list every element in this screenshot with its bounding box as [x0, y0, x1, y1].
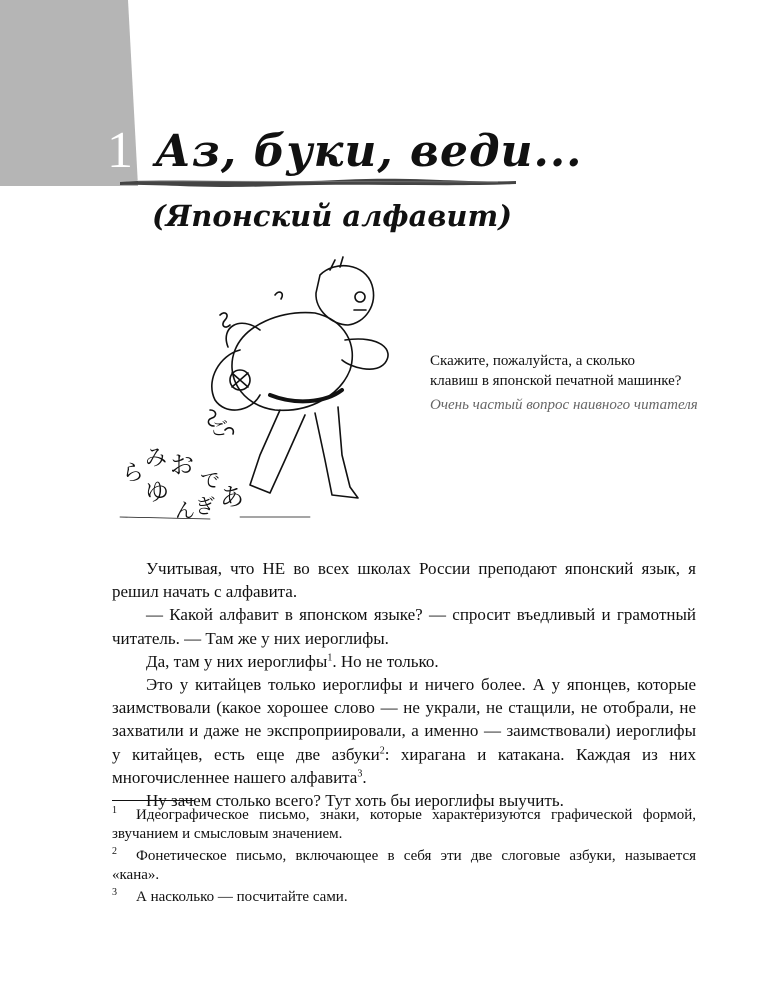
epigraph-line-2: клавиш в японской печатной машинке?	[430, 373, 682, 389]
chapter-subtitle: (Японский алфавит)	[152, 199, 512, 233]
paragraph-1: Учитывая, что НЕ во всех школах России преподают японский язык, я решил начать с алфавита.	[112, 559, 696, 602]
kana-yu: ゆ	[145, 478, 169, 506]
paragraph-4: Это у китайцев только иероглифы и ничего более. А у японцев, которые заимствовали (какое хорошее слово — не украли, не стащили, не отобрали, не захватили и даже не экспроприировали, а именно — заимствовали) иероглифы у китайцев, есть еще две азбуки$^2$: хирагана и катакана. Каждая из них многочисленнее нашего алфавита$^3$.	[112, 675, 696, 787]
footnote: 3 А насколько — посчитайте сами.	[112, 887, 348, 905]
paragraph-5: Ну зачем столько всего? Тут хоть бы иероглифы выучить.	[146, 791, 564, 811]
epigraph-source: Очень частый вопрос наивного читателя	[430, 397, 698, 413]
footnotes	[112, 806, 696, 910]
chapter-title: Аз, буки, веди...	[155, 126, 583, 177]
footnote-rule	[112, 800, 194, 801]
kana-o: お	[170, 451, 194, 479]
kana-gi: ぎ	[195, 494, 215, 518]
epigraph	[430, 351, 730, 415]
footnote-ref-1: 1	[327, 652, 333, 664]
kana-a: あ	[220, 483, 244, 511]
kana-n: ん	[175, 498, 195, 522]
footnote: 2 Фонетическое письмо, включающее в себя эти две слоговые азбуки, называется «кана».	[112, 846, 696, 883]
chapter-number: 1	[107, 122, 133, 179]
footnote-text: Фонетическое письмо, включающее в себя эти две слоговые азбуки, называется «кана».	[112, 848, 696, 883]
paragraph-3: Да, там у них иероглифы$^1$. Но не только.	[146, 651, 439, 671]
kana-ra: ら	[122, 461, 145, 486]
kana-de: で	[200, 468, 220, 492]
footnote-text: Идеографическое письмо, знаки, которые характеризуются графической формой, звучанием и смысловым значением.	[112, 807, 696, 842]
footnote-ref-3: 3	[357, 768, 363, 780]
footnote: 1 Идеографическое письмо, знаки, которые характеризуются графической формой, звучанием и смысловым значением.	[112, 805, 696, 842]
paragraph-2: — Какой алфавит в японском языке? — спросит въедливый и грамотный читатель. — Там же у них иероглифы.	[112, 605, 696, 648]
footnote-ref-2: 2	[379, 744, 385, 756]
brush-stroke-divider	[118, 175, 518, 189]
kana-mi: み	[145, 446, 168, 471]
samurai-illustration	[110, 255, 400, 525]
footnote-text: А насколько — посчитайте сами.	[136, 889, 348, 905]
body-text	[112, 557, 696, 812]
kana-go: ご	[210, 419, 228, 440]
epigraph-line-1: Скажите, пожалуйста, а сколько	[430, 353, 635, 369]
